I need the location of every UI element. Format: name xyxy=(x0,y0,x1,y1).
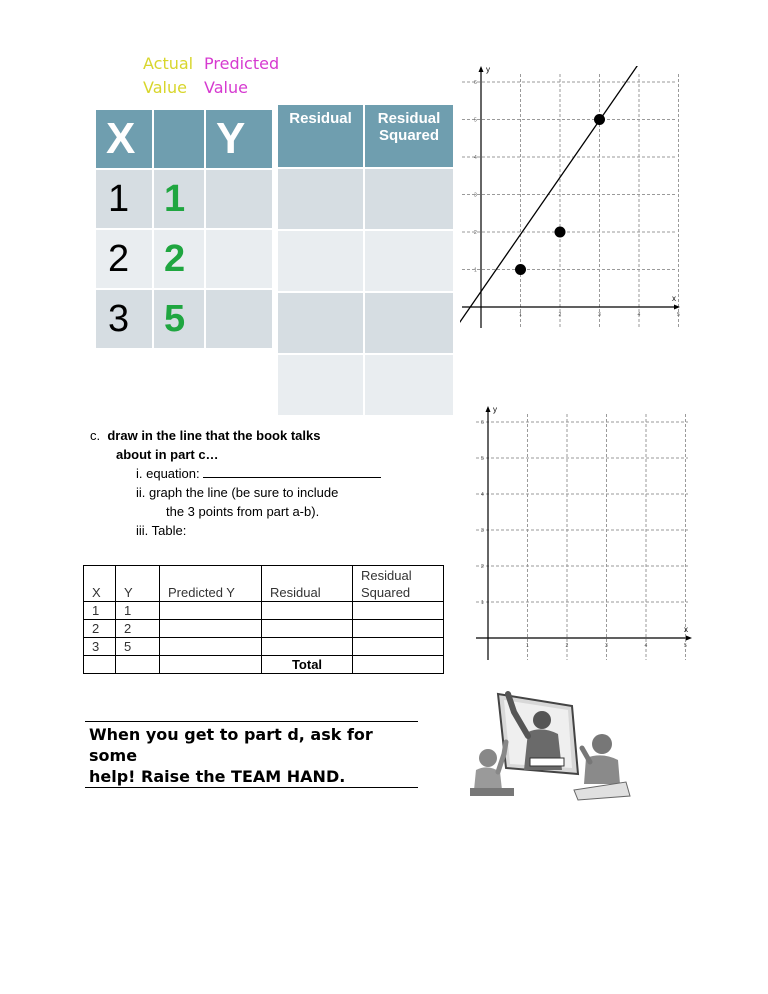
x-cell: 3 xyxy=(95,289,153,349)
residual-header: Residual xyxy=(277,104,364,168)
x-axis-label: x xyxy=(672,294,676,303)
y-tick-label: 1 xyxy=(481,600,484,606)
x-axis-label: x xyxy=(684,625,688,634)
residual-cell[interactable] xyxy=(262,638,353,656)
x-column-header: X xyxy=(84,566,116,602)
y-tick-label: 4 xyxy=(481,492,484,498)
x-tick-label: 3 xyxy=(605,643,608,649)
x-tick-label: 2 xyxy=(565,643,569,649)
x-tick-label: 2 xyxy=(558,312,562,318)
y-tick-label: 2 xyxy=(474,230,477,236)
regression-line xyxy=(460,66,639,326)
xy-table-header xyxy=(95,109,273,169)
residual-squared-line1: Residual xyxy=(361,568,412,583)
xy-table xyxy=(94,108,274,350)
x-cell: 2 xyxy=(84,620,116,638)
x-cell: 2 xyxy=(95,229,153,289)
y-cell: 2 xyxy=(116,620,160,638)
predicted-value-cell[interactable] xyxy=(205,289,273,349)
y-tick-label: 5 xyxy=(474,117,477,124)
y-axis-arrow xyxy=(479,66,484,72)
residual-column-header: Residual xyxy=(262,566,353,602)
residual-cell[interactable] xyxy=(262,602,353,620)
predicted-label-line1: Predicted xyxy=(204,54,280,73)
actual-value-cell: 5 xyxy=(153,289,205,349)
actual-header xyxy=(153,109,205,169)
x-tick-label: 5 xyxy=(677,312,680,318)
residual-table xyxy=(276,103,455,417)
x-cell: 1 xyxy=(84,602,116,620)
table-row xyxy=(277,354,454,416)
x-tick-label: 4 xyxy=(637,312,641,318)
actual-value-cell: 2 xyxy=(153,229,205,289)
data-point xyxy=(555,227,566,238)
predicted-value-cell[interactable] xyxy=(205,229,273,289)
table-row xyxy=(95,289,273,349)
x-tick-label: 1 xyxy=(526,643,529,649)
y-tick-label: 6 xyxy=(481,420,484,426)
y-tick-label: 6 xyxy=(474,80,477,86)
residual-squared-header xyxy=(364,104,454,168)
y-tick-label: 3 xyxy=(474,192,477,199)
prediction-table-header xyxy=(84,566,444,602)
x-cell: 3 xyxy=(84,638,116,656)
y-tick-label: 3 xyxy=(481,528,484,534)
residual-cell[interactable] xyxy=(277,354,364,416)
residual-squared-column-header xyxy=(353,566,444,602)
y-header: Y xyxy=(205,109,273,169)
empty-cell xyxy=(160,656,262,674)
y-axis-label: y xyxy=(486,66,490,74)
y-axis-label: y xyxy=(493,405,497,414)
part-c-instructions xyxy=(90,426,381,540)
y-cell: 1 xyxy=(116,602,160,620)
predicted-label xyxy=(204,52,279,100)
note-line1: When you get to part d, ask for some xyxy=(89,725,373,765)
table-row xyxy=(95,169,273,229)
table-row xyxy=(277,292,454,354)
students-raising-hands-illustration xyxy=(466,684,638,802)
x-header: X xyxy=(95,109,153,169)
residual-squared-cell[interactable] xyxy=(364,354,454,416)
team-hand-note xyxy=(85,721,418,788)
residual-squared-cell[interactable] xyxy=(364,230,454,292)
predicted-y-cell[interactable] xyxy=(160,638,262,656)
residual-squared-cell[interactable] xyxy=(364,292,454,354)
x-axis-arrow xyxy=(674,305,680,310)
part-c-instruction-line2: about in part c… xyxy=(116,447,219,462)
table-row xyxy=(84,638,444,656)
residual-cell[interactable] xyxy=(262,620,353,638)
total-label: Total xyxy=(262,656,353,674)
predicted-y-cell[interactable] xyxy=(160,602,262,620)
scatter-plot-with-line xyxy=(460,66,680,330)
y-tick-label: 5 xyxy=(481,456,484,462)
table-row xyxy=(84,602,444,620)
table-row xyxy=(277,168,454,230)
empty-cell xyxy=(116,656,160,674)
y-tick-label: 1 xyxy=(474,267,477,274)
residual-squared-cell[interactable] xyxy=(364,168,454,230)
data-point xyxy=(515,264,526,275)
residual-table-header xyxy=(277,104,454,168)
actual-label-line1: Actual xyxy=(143,54,194,73)
residual-squared-cell[interactable] xyxy=(353,638,444,656)
graph-instruction-line2: the 3 points from part a-b). xyxy=(166,504,320,519)
actual-label xyxy=(143,52,193,100)
residual-cell[interactable] xyxy=(277,292,364,354)
table-row xyxy=(277,230,454,292)
empty-cell xyxy=(84,656,116,674)
residual-squared-line2: Squared xyxy=(361,585,411,600)
x-tick-label: 3 xyxy=(598,312,601,318)
total-cell[interactable] xyxy=(353,656,444,674)
total-row xyxy=(84,656,444,674)
x-tick-label: 1 xyxy=(519,312,522,318)
table-instruction: iii. Table: xyxy=(136,523,187,538)
y-cell: 5 xyxy=(116,638,160,656)
equation-label: i. equation: xyxy=(136,466,200,481)
x-cell: 1 xyxy=(95,169,153,229)
residual-squared-cell[interactable] xyxy=(353,602,444,620)
y-column-header: Y xyxy=(116,566,160,602)
predicted-y-cell[interactable] xyxy=(160,620,262,638)
equation-blank[interactable] xyxy=(203,465,381,478)
actual-label-line2: Value xyxy=(143,78,187,97)
graph-instruction-line1: ii. graph the line (be sure to include xyxy=(136,485,339,500)
residual-squared-header-line1: Residual xyxy=(377,110,441,127)
y-tick-label: 2 xyxy=(481,564,484,570)
table-row xyxy=(95,229,273,289)
x-tick-label: 4 xyxy=(644,643,648,649)
predicted-y-column-header: Predicted Y xyxy=(160,566,262,602)
part-c-letter: c. xyxy=(90,428,101,443)
prediction-table xyxy=(83,565,444,674)
x-axis-arrow xyxy=(686,636,692,641)
residual-squared-header-line2: Squared xyxy=(378,127,439,144)
actual-value-cell: 1 xyxy=(153,169,205,229)
predicted-label-line2: Value xyxy=(204,78,248,97)
x-tick-label: 5 xyxy=(684,643,687,649)
residual-squared-cell[interactable] xyxy=(353,620,444,638)
note-line2: help! Raise the TEAM HAND. xyxy=(89,767,346,786)
residual-cell[interactable] xyxy=(277,230,364,292)
y-axis-arrow xyxy=(486,406,491,412)
predicted-value-cell[interactable] xyxy=(205,169,273,229)
y-tick-label: 4 xyxy=(474,155,477,161)
empty-graph-grid[interactable] xyxy=(474,404,696,664)
part-c-instruction-line1: draw in the line that the book talks xyxy=(107,428,321,443)
table-row xyxy=(84,620,444,638)
data-point xyxy=(594,114,605,125)
residual-cell[interactable] xyxy=(277,168,364,230)
